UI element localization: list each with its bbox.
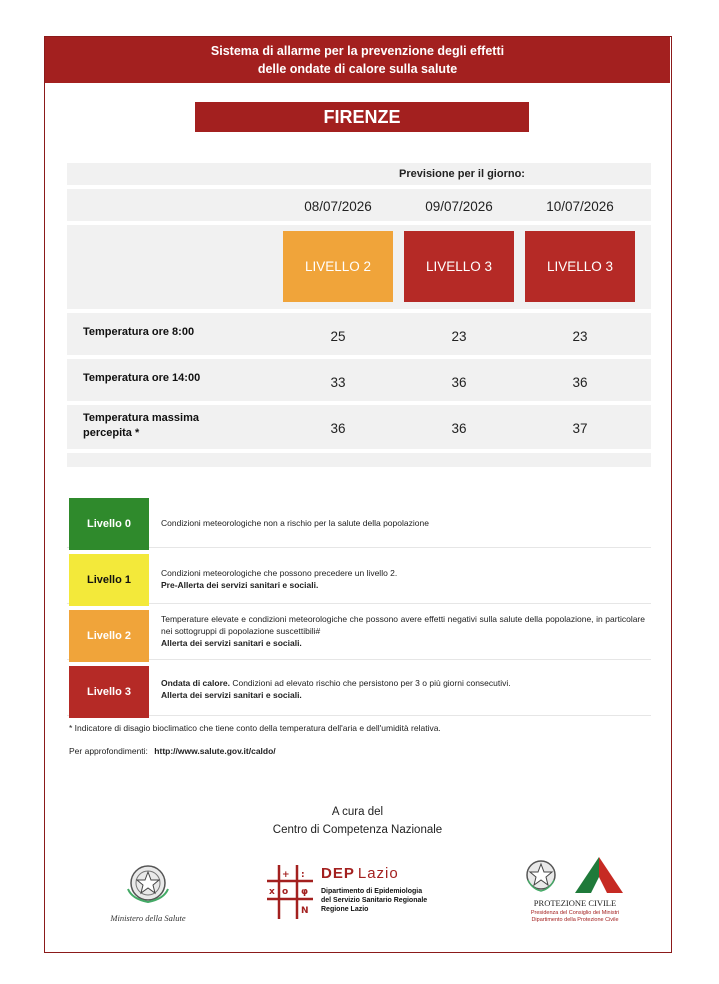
- legend-description: [161, 517, 645, 529]
- svg-text::: :: [301, 870, 305, 880]
- forecast-dates-row: [67, 189, 651, 221]
- dep-lazio-logo: [265, 863, 455, 929]
- legend-row-2: [67, 607, 651, 660]
- temp-8-row: [67, 313, 651, 355]
- ministero-logo: [103, 859, 193, 929]
- city-title: FIRENZE: [195, 102, 529, 132]
- row-label: [83, 411, 199, 441]
- temp-value: 25: [330, 329, 346, 344]
- more-info-link[interactable]: http://www.salute.gov.it/caldo/: [154, 746, 276, 756]
- footnote: * Indicatore di disagio bioclimatico che tiene conto della temperatura dell'aria e dell'umidità relativa.: [69, 723, 441, 733]
- temp-14-row: [67, 359, 651, 401]
- legend-text: Condizioni meteorologiche che possono precedere un livello 2.: [161, 568, 398, 578]
- forecast-date: 10/07/2026: [546, 199, 614, 214]
- legend-text: Condizioni meteorologiche non a rischio per la salute della popolazione: [161, 518, 429, 528]
- dep-letter: D: [321, 865, 333, 882]
- more-info: [69, 746, 276, 756]
- legend-row-3: [67, 663, 651, 716]
- svg-text:φ: φ: [301, 887, 309, 897]
- credit-line-2: Centro di Competenza Nazionale: [272, 824, 443, 836]
- temp-value: 36: [330, 421, 346, 436]
- credit: [45, 803, 670, 839]
- pc-caption: [515, 910, 635, 924]
- level-badge: LIVELLO 3: [525, 231, 635, 302]
- temp-value: 36: [451, 421, 467, 436]
- temp-value: 36: [451, 375, 467, 390]
- legend-text-body: Condizioni ad elevato rischio che persistono per 3 o più giorni consecutivi.: [229, 678, 511, 688]
- legend-level-badge: Livello 0: [69, 498, 149, 550]
- legend-level-badge: Livello 1: [69, 554, 149, 606]
- credit-line-1: A cura del: [331, 806, 384, 818]
- legend-action: Pre-Allerta dei servizi sanitari e sociali.: [161, 580, 319, 590]
- emblem-icon: [118, 859, 178, 907]
- forecast-footer-bar: [67, 453, 651, 467]
- svg-text:N: N: [301, 906, 309, 916]
- dep-lazio-word: Lazio: [357, 865, 399, 882]
- legend-row-0: [67, 495, 651, 548]
- temp-value: 36: [572, 375, 588, 390]
- svg-text:o: o: [282, 887, 289, 897]
- level-badge: LIVELLO 2: [283, 231, 393, 302]
- legend-description: [161, 613, 645, 649]
- legend-text: Temperature elevate e condizioni meteorologiche che possono avere effetti negativi sulla salute della popolazione, in particolare nei sottogruppi di popolazione suscettibili#: [161, 614, 645, 636]
- row-label-line: Temperatura massima: [83, 412, 199, 424]
- more-info-label: Per approfondimenti:: [69, 746, 148, 756]
- temp-value: 23: [572, 329, 588, 344]
- legend-lead: Ondata di calore.: [161, 678, 230, 688]
- row-label: Temperatura ore 14:00: [83, 372, 201, 384]
- forecast-date: 09/07/2026: [425, 199, 493, 214]
- forecast-date: 08/07/2026: [304, 199, 372, 214]
- bulletin-frame: [44, 36, 672, 953]
- row-label: Temperatura ore 8:00: [83, 326, 195, 338]
- legend-description: [161, 567, 645, 591]
- legend-action: Allerta dei servizi sanitari e sociali.: [161, 638, 302, 648]
- dep-wordmark: [321, 865, 399, 882]
- legend-action: Allerta dei servizi sanitari e sociali.: [161, 690, 302, 700]
- header-line-1: Sistema di allarme per la prevenzione degli effetti: [210, 44, 505, 58]
- pc-caption-line: Presidenza del Consiglio dei Ministri: [530, 910, 620, 916]
- legend-level-badge: Livello 2: [69, 610, 149, 662]
- dep-caption-line: Dipartimento di Epidemiologia: [321, 888, 423, 895]
- row-label-line: percepita *: [83, 427, 140, 439]
- dep-caption-line: del Servizio Sanitario Regionale: [321, 897, 428, 904]
- forecast-caption: Previsione per il giorno:: [399, 168, 525, 180]
- legend-row-1: [67, 551, 651, 604]
- temp-value: 33: [330, 375, 346, 390]
- forecast-caption-row: [67, 163, 651, 185]
- pc-title: PROTEZIONE CIVILE: [533, 898, 617, 908]
- level-badge: LIVELLO 3: [404, 231, 514, 302]
- pc-caption-line: Dipartimento della Protezione Civile: [531, 917, 619, 923]
- legend-level-badge: Livello 3: [69, 666, 149, 718]
- temp-value: 37: [572, 421, 588, 436]
- bulletin-header: [45, 37, 670, 83]
- legend-description: [161, 677, 645, 701]
- dep-caption-line: Regione Lazio: [321, 906, 369, 913]
- triangle-icon: [573, 855, 625, 895]
- svg-text:+: +: [282, 870, 290, 880]
- dep-letter: E: [332, 865, 344, 882]
- dep-caption: [321, 887, 427, 914]
- protezione-civile-logo: [515, 855, 635, 935]
- dep-grid-icon: [265, 863, 315, 921]
- header-line-2: delle ondate di calore sulla salute: [257, 62, 458, 76]
- emblem-icon: [521, 855, 561, 895]
- legend-text: [161, 677, 645, 689]
- dep-letter: P: [343, 865, 355, 882]
- forecast-levels-row: [67, 225, 651, 309]
- svg-text:x: x: [269, 887, 275, 897]
- temp-max-row: [67, 405, 651, 449]
- temp-value: 23: [451, 329, 467, 344]
- ministero-name: Ministero della Salute: [110, 913, 186, 923]
